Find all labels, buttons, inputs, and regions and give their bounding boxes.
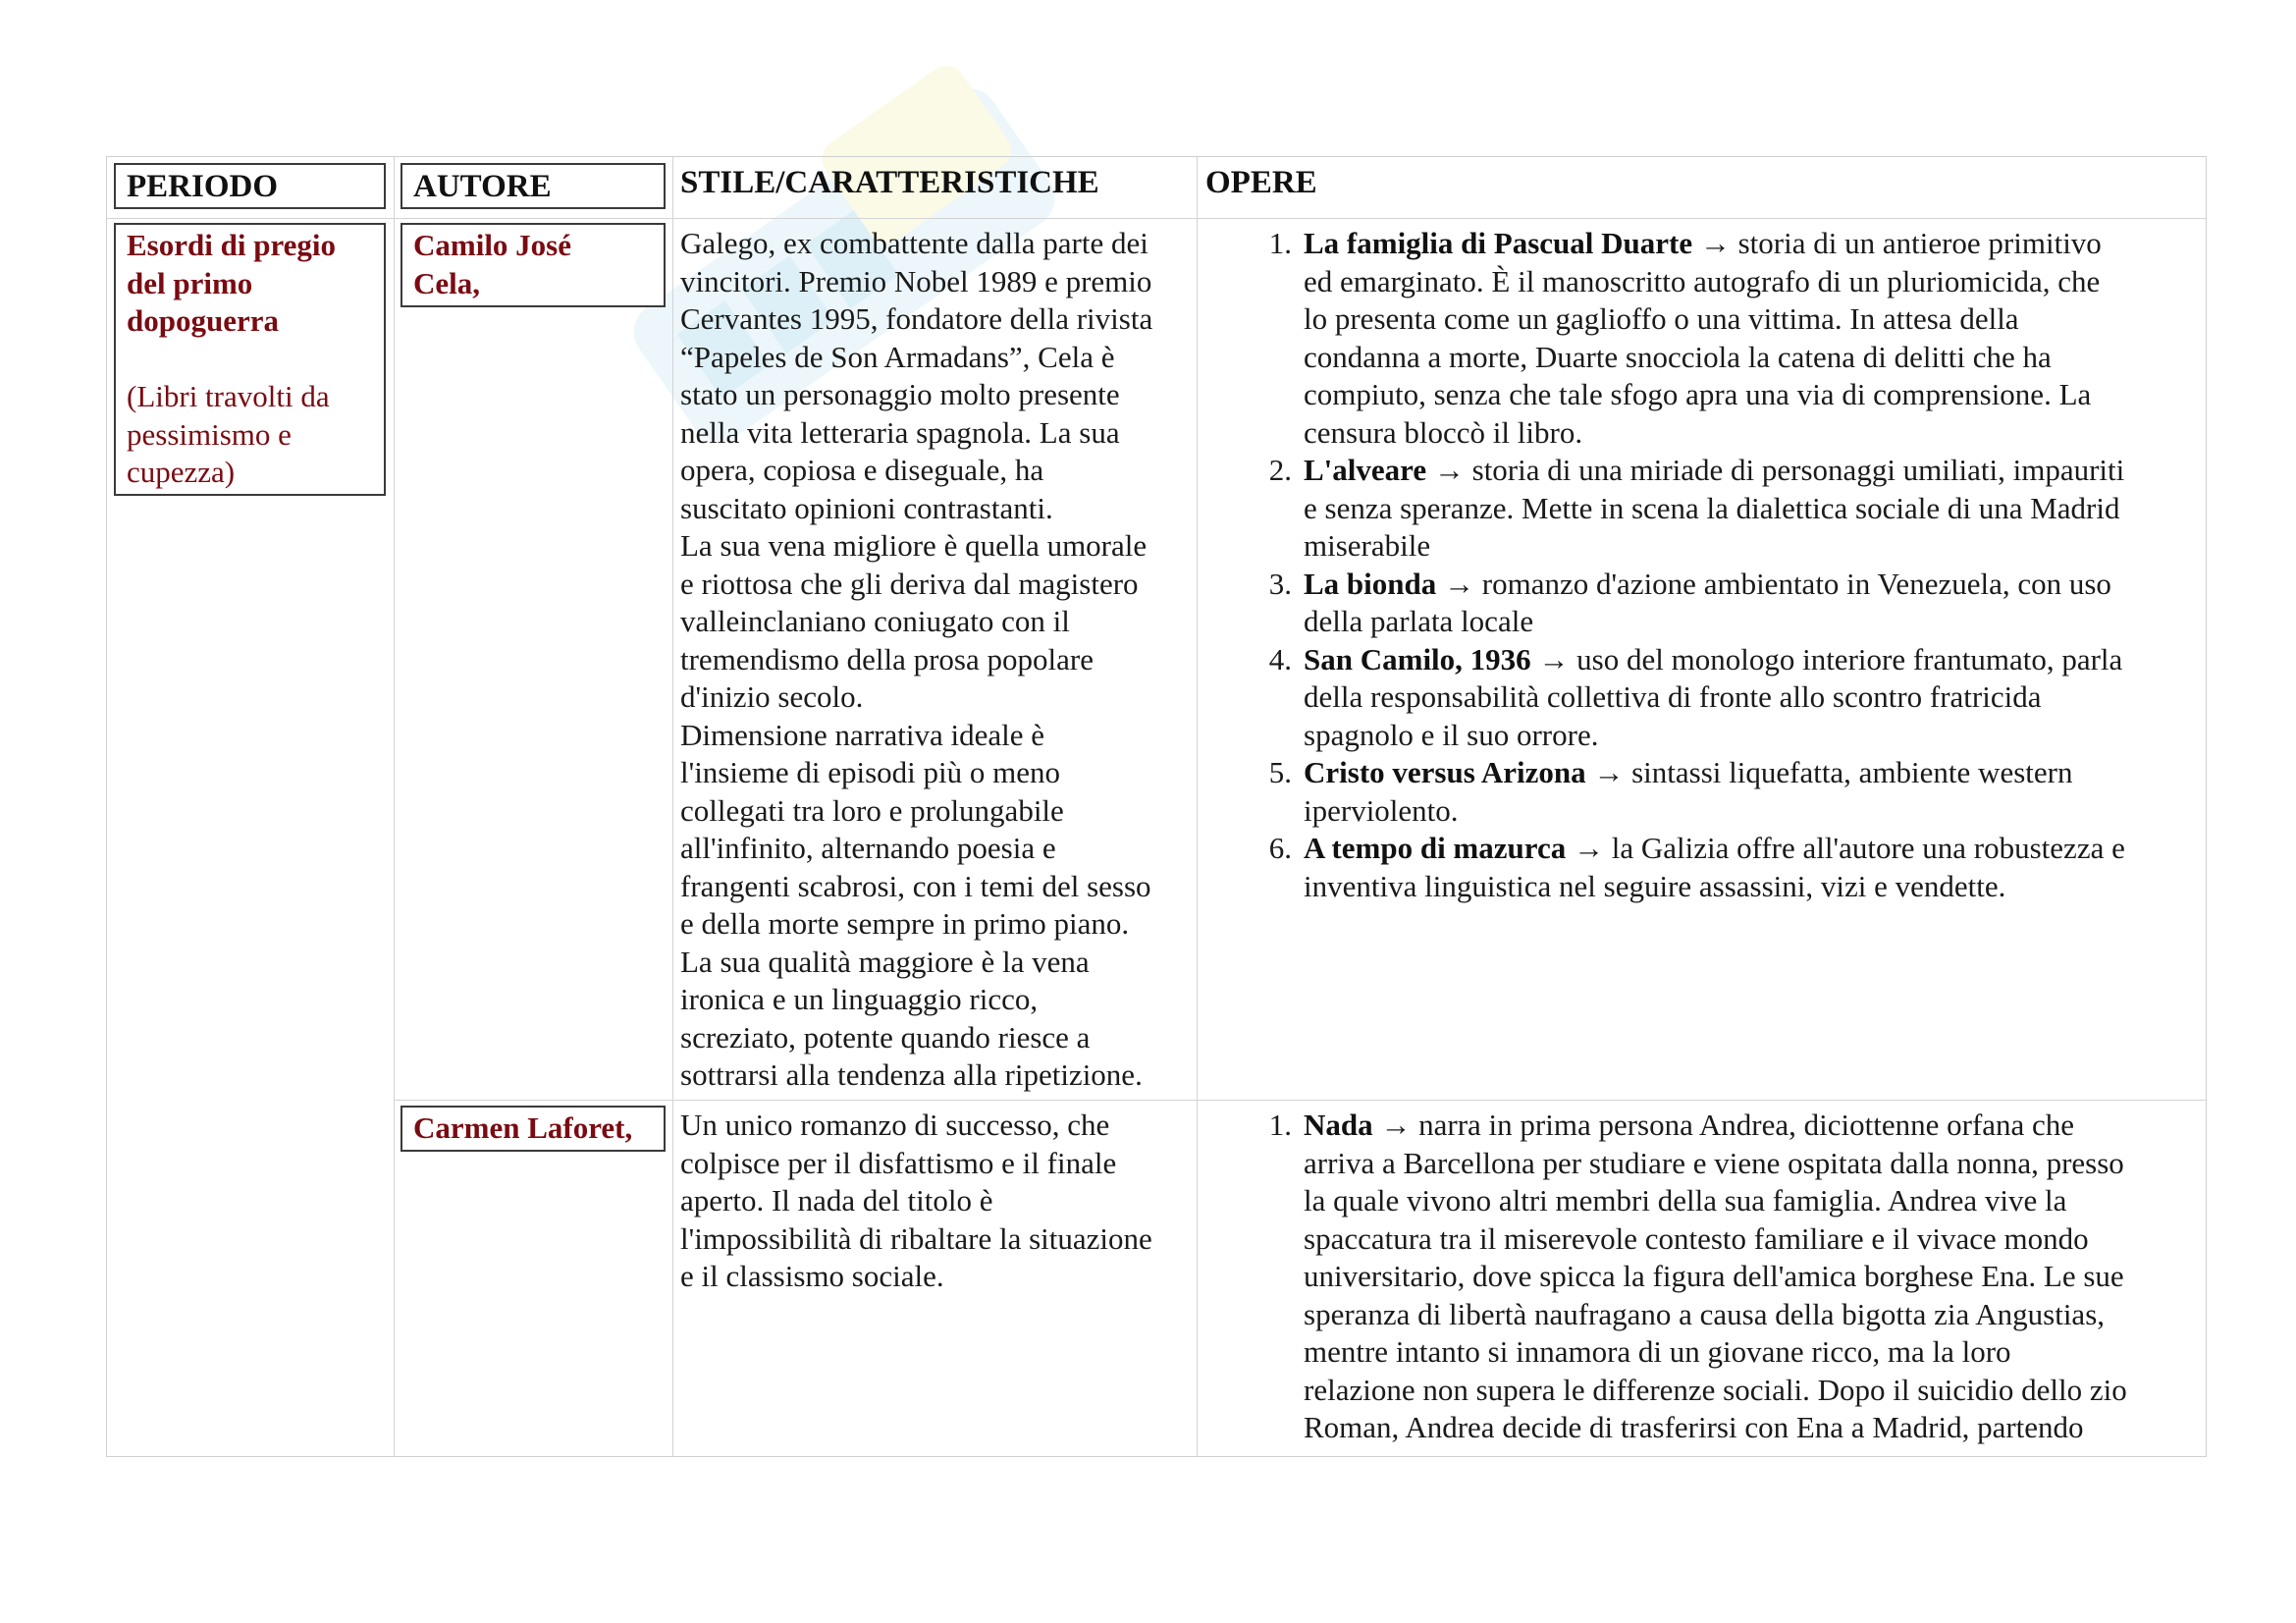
period-title-line: dopoguerra	[127, 303, 279, 338]
style-line: nella vita letteraria spagnola. La sua	[680, 414, 1120, 450]
work-desc-line: e senza speranze. Mette in scena la dialettica sociale di una Madrid	[1304, 490, 2120, 525]
work-desc-line: mentre intanto si innamora di un giovane ricco, ma la loro	[1304, 1334, 2011, 1369]
style-line: e riottosa che gli deriva dal magistero	[680, 566, 1139, 601]
work-desc-line: iperviolento.	[1304, 792, 1459, 828]
work-number: 1.	[1268, 1108, 1292, 1142]
header-opere: OPERE	[1205, 165, 1317, 200]
column-divider	[672, 157, 673, 1456]
work-desc-line: spagnolo e il suo orrore.	[1304, 717, 1599, 752]
period-title-line: Esordi di pregio	[127, 228, 337, 262]
work-desc-line: condanna a morte, Duarte snocciola la catena di delitti che ha	[1304, 339, 2052, 374]
work-desc-line: arriva a Barcellona per studiare e viene ospitata dalla nonna, presso	[1304, 1145, 2124, 1180]
work-title: Cristo versus Arizona	[1304, 755, 1586, 789]
work-item	[1268, 641, 2197, 755]
column-divider	[394, 157, 395, 1456]
work-desc: → la Galizia offre all'autore una robustezza e	[1566, 831, 2125, 865]
style-line: Dimensione narrativa ideale è	[680, 717, 1044, 752]
work-desc: → storia di un antieroe primitivo	[1692, 226, 2102, 260]
style-line: stato un personaggio molto presente	[680, 377, 1120, 411]
work-desc-line: ed emarginato. È il manoscritto autografo di un pluriomicida, che	[1304, 263, 2101, 298]
work-item	[1268, 452, 2197, 566]
work-desc: → storia di una miriade di personaggi umiliati, impauriti	[1426, 453, 2125, 487]
work-item	[1268, 566, 2197, 641]
work-desc-line: speranza di libertà naufragano a causa della bigotta zia Angustias,	[1304, 1296, 2106, 1331]
work-title: A tempo di mazurca	[1304, 831, 1567, 865]
style-line: l'impossibilità di ribaltare la situazione	[680, 1220, 1152, 1256]
row-divider	[107, 218, 2206, 219]
style-text-cela	[680, 225, 1191, 1095]
author-line: Cela,	[413, 265, 481, 300]
style-line: Un unico romanzo di successo, che	[680, 1108, 1110, 1142]
author-line: Carmen Laforet,	[413, 1110, 633, 1145]
work-item	[1268, 830, 2197, 905]
style-line: e della morte sempre in primo piano.	[680, 906, 1130, 941]
work-item	[1268, 225, 2197, 452]
work-desc: → narra in prima persona Andrea, diciottenne orfana che	[1372, 1108, 2075, 1142]
work-desc-line: miserabile	[1304, 528, 1431, 563]
works-list-cela	[1268, 225, 2197, 905]
style-line: La sua qualità maggiore è la vena	[680, 944, 1090, 979]
style-line: vincitori. Premio Nobel 1989 e premio	[680, 263, 1152, 298]
author-name-laforet	[413, 1109, 632, 1148]
work-desc-line: della responsabilità collettiva di fronte allo scontro fratricida	[1304, 679, 2042, 714]
style-line: collegati tra loro e prolungabile	[680, 792, 1064, 828]
work-desc-line: lo presenta come un gaglioffo o una vittima. In attesa della	[1304, 301, 2019, 336]
work-title: La bionda	[1304, 566, 1437, 601]
work-number: 6.	[1268, 831, 1292, 865]
period-title-line: del primo	[127, 265, 253, 300]
style-line: sottrarsi alla tendenza alla ripetizione.	[680, 1057, 1143, 1092]
work-number: 4.	[1268, 641, 1292, 676]
style-line: “Papeles de Son Armadans”, Cela è	[680, 339, 1115, 374]
work-desc-line: censura bloccò il libro.	[1304, 414, 1583, 450]
row-divider	[394, 1100, 2206, 1101]
style-line: Cervantes 1995, fondatore della rivista	[680, 301, 1153, 336]
work-desc-line: relazione non supera le differenze sociali. Dopo il suicidio dello zio	[1304, 1372, 2127, 1407]
work-desc-line: della parlata locale	[1304, 604, 1534, 638]
style-line: l'insieme di episodi più o meno	[680, 755, 1061, 789]
header-autore: AUTORE	[413, 169, 552, 204]
works-list-laforet	[1268, 1107, 2197, 1447]
work-number: 5.	[1268, 755, 1292, 789]
work-number: 3.	[1268, 566, 1292, 601]
work-desc: → uso del monologo interiore frantumato, parla	[1530, 641, 2123, 676]
style-line: frangenti scabrosi, con i temi del sesso	[680, 868, 1151, 903]
work-desc-line: compiuto, senza che tale sfogo apra una via di comprensione. La	[1304, 377, 2092, 411]
work-desc-line: Roman, Andrea decide di trasferirsi con Ena a Madrid, partendo	[1304, 1410, 2084, 1444]
work-desc-line: inventiva linguistica nel seguire assassini, vizi e vendette.	[1304, 868, 2006, 903]
period-subtitle-line: cupezza)	[127, 455, 236, 489]
style-line: screziato, potente quando riesce a	[680, 1019, 1091, 1055]
style-line: La sua vena migliore è quella umorale	[680, 528, 1148, 563]
period-subtitle-line: (Libri travolti da	[127, 379, 330, 413]
period-title	[127, 227, 336, 341]
work-title: San Camilo, 1936	[1304, 641, 1531, 676]
work-title: Nada	[1304, 1108, 1373, 1142]
column-divider	[1197, 157, 1198, 1456]
style-line: aperto. Il nada del titolo è	[680, 1183, 993, 1217]
work-desc-line: la quale vivono altri membri della sua famiglia. Andrea vive la	[1304, 1183, 2067, 1217]
work-desc: → romanzo d'azione ambientato in Venezuela, con uso	[1436, 566, 2111, 601]
work-title: La famiglia di Pascual Duarte	[1304, 226, 1693, 260]
author-line: Camilo José	[413, 228, 572, 262]
work-item	[1268, 1107, 2197, 1447]
style-line: valleinclaniano coniugato con il	[680, 604, 1070, 638]
work-title: L'alveare	[1304, 453, 1427, 487]
work-desc: → sintassi liquefatta, ambiente western	[1585, 755, 2073, 789]
style-line: all'infinito, alternando poesia e	[680, 831, 1056, 865]
style-line: tremendismo della prosa popolare	[680, 641, 1094, 676]
work-item	[1268, 754, 2197, 830]
period-subtitle-line: pessimismo e	[127, 416, 292, 452]
style-line: colpisce per il disfattismo e il finale	[680, 1145, 1117, 1180]
header-stile: STILE/CARATTERISTICHE	[680, 165, 1099, 200]
work-number: 2.	[1268, 453, 1292, 487]
work-number: 1.	[1268, 226, 1292, 260]
style-line: opera, copiosa e diseguale, ha	[680, 453, 1044, 487]
work-desc-line: universitario, dove spicca la figura dell'amica borghese Ena. Le sue	[1304, 1259, 2124, 1293]
style-line: e il classismo sociale.	[680, 1259, 944, 1293]
author-name-cela	[413, 227, 571, 302]
period-subtitle	[127, 378, 330, 492]
style-line: Galego, ex combattente dalla parte dei	[680, 226, 1148, 260]
style-line: suscitato opinioni contrastanti.	[680, 490, 1053, 525]
style-text-laforet	[680, 1107, 1191, 1296]
style-line: ironica e un linguaggio ricco,	[680, 982, 1039, 1016]
work-desc-line: spaccatura tra il miserevole contesto familiare e il vivace mondo	[1304, 1220, 2089, 1256]
style-line: d'inizio secolo.	[680, 679, 864, 714]
header-periodo: PERIODO	[127, 169, 279, 204]
